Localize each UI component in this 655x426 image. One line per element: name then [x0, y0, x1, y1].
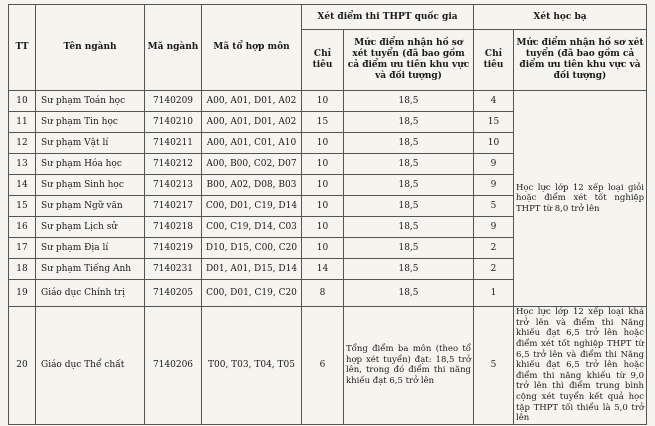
cell-muc-diem-thpt: 18,5 — [344, 112, 474, 133]
cell-ma-nganh: 7140231 — [145, 259, 202, 280]
header-muc-diem-thpt: Mức điểm nhận hồ sơ xét tuyển (đã bao gồm cả điểm ưu tiên khu vực và đối tượng) — [344, 30, 474, 91]
header-ma-nganh: Mã ngành — [145, 5, 202, 91]
cell-ten-nganh: Sư phạm Địa lí — [36, 238, 145, 259]
cell-tt: 15 — [9, 196, 36, 217]
cell-muc-diem-thpt: 18,5 — [344, 175, 474, 196]
header-chi-tieu-hocba: Chỉ tiêu — [474, 30, 514, 91]
cell-ten-nganh: Sư phạm Tiếng Anh — [36, 259, 145, 280]
cell-hocba-note-group: Học lực lớp 12 xếp loại giỏi hoặc điểm xét tốt nghiệp THPT từ 8,0 trở lên — [514, 91, 647, 307]
cell-ma-to-hop: C00, C19, D14, C03 — [202, 217, 302, 238]
cell-chi-tieu-thpt: 15 — [302, 112, 344, 133]
header-ma-to-hop: Mã tổ hợp môn — [202, 5, 302, 91]
cell-ten-nganh: Giáo dục Thể chất — [36, 307, 145, 425]
cell-chi-tieu-thpt: 10 — [302, 133, 344, 154]
cell-tt: 14 — [9, 175, 36, 196]
cell-ma-to-hop: A00, A01, D01, A02 — [202, 91, 302, 112]
cell-muc-diem-thpt: 18,5 — [344, 133, 474, 154]
cell-chi-tieu-hocba: 15 — [474, 112, 514, 133]
cell-ten-nganh: Sư phạm Vật lí — [36, 133, 145, 154]
admission-table — [8, 4, 647, 425]
cell-tt: 12 — [9, 133, 36, 154]
cell-chi-tieu-hocba: 10 — [474, 133, 514, 154]
cell-ma-nganh: 7140213 — [145, 175, 202, 196]
cell-ma-nganh: 7140210 — [145, 112, 202, 133]
cell-ma-to-hop: T00, T03, T04, T05 — [202, 307, 302, 425]
table-body — [9, 91, 647, 425]
cell-ma-to-hop: C00, D01, C19, C20 — [202, 280, 302, 307]
cell-hocba-note: Học lực lớp 12 xếp loại khá trở lên và điểm thi Năng khiếu đạt 6,5 trở lên hoặc điểm xét tốt nghiệp THPT từ 6,5 trở lên và điểm thi Năng khiếu đạt 6,5 trở lên hoặc điểm thi năng khiếu từ 9,0 trở lên thì điểm trung bình cộng xét tuyển kết quả học tập THPT tối thiểu là 5,0 trở lên — [514, 307, 647, 425]
cell-muc-diem-thpt: 18,5 — [344, 196, 474, 217]
cell-ten-nganh: Sư phạm Lịch sử — [36, 217, 145, 238]
cell-chi-tieu-thpt: 10 — [302, 154, 344, 175]
cell-ma-to-hop: A00, A01, D01, A02 — [202, 112, 302, 133]
cell-ma-to-hop: D01, A01, D15, D14 — [202, 259, 302, 280]
cell-chi-tieu-hocba: 4 — [474, 91, 514, 112]
cell-chi-tieu-thpt: 10 — [302, 175, 344, 196]
cell-chi-tieu-thpt: 8 — [302, 280, 344, 307]
cell-muc-diem-thpt: 18,5 — [344, 259, 474, 280]
cell-ten-nganh: Sư phạm Sinh học — [36, 175, 145, 196]
cell-chi-tieu-hocba: 1 — [474, 280, 514, 307]
cell-chi-tieu-thpt: 10 — [302, 217, 344, 238]
cell-ma-nganh: 7140217 — [145, 196, 202, 217]
cell-tt: 19 — [9, 280, 36, 307]
cell-tt: 17 — [9, 238, 36, 259]
cell-chi-tieu-hocba: 5 — [474, 196, 514, 217]
cell-muc-diem-thpt: 18,5 — [344, 91, 474, 112]
cell-tt: 16 — [9, 217, 36, 238]
cell-chi-tieu-thpt: 14 — [302, 259, 344, 280]
table-row — [9, 307, 647, 425]
cell-ma-to-hop: D10, D15, C00, C20 — [202, 238, 302, 259]
cell-ma-to-hop: A00, B00, C02, D07 — [202, 154, 302, 175]
cell-ma-nganh: 7140218 — [145, 217, 202, 238]
cell-ten-nganh: Sư phạm Tin học — [36, 112, 145, 133]
cell-ten-nganh: Sư phạm Toán học — [36, 91, 145, 112]
cell-tt: 20 — [9, 307, 36, 425]
cell-ten-nganh: Sư phạm Ngữ văn — [36, 196, 145, 217]
cell-muc-diem-thpt: Tổng điểm ba môn (theo tổ hợp xét tuyển) đạt: 18,5 trở lên, trong đó điểm thi năng khiếu đạt 6,5 trở lên — [344, 307, 474, 425]
header-group-hocba: Xét học bạ — [474, 5, 647, 30]
cell-chi-tieu-hocba: 9 — [474, 217, 514, 238]
cell-ma-nganh: 7140211 — [145, 133, 202, 154]
cell-chi-tieu-hocba: 2 — [474, 238, 514, 259]
header-tt: TT — [9, 5, 36, 91]
cell-tt: 13 — [9, 154, 36, 175]
cell-chi-tieu-thpt: 10 — [302, 91, 344, 112]
cell-chi-tieu-hocba: 5 — [474, 307, 514, 425]
header-chi-tieu-thpt: Chỉ tiêu — [302, 30, 344, 91]
cell-ma-nganh: 7140219 — [145, 238, 202, 259]
cell-ma-to-hop: B00, A02, D08, B03 — [202, 175, 302, 196]
cell-chi-tieu-hocba: 9 — [474, 154, 514, 175]
cell-ten-nganh: Sư phạm Hóa học — [36, 154, 145, 175]
cell-muc-diem-thpt: 18,5 — [344, 217, 474, 238]
cell-ma-nganh: 7140206 — [145, 307, 202, 425]
cell-tt: 10 — [9, 91, 36, 112]
cell-ma-nganh: 7140205 — [145, 280, 202, 307]
cell-chi-tieu-thpt: 10 — [302, 238, 344, 259]
cell-muc-diem-thpt: 18,5 — [344, 154, 474, 175]
cell-muc-diem-thpt: 18,5 — [344, 238, 474, 259]
cell-ma-nganh: 7140212 — [145, 154, 202, 175]
cell-tt: 11 — [9, 112, 36, 133]
header-row-1 — [9, 5, 647, 30]
cell-chi-tieu-hocba: 2 — [474, 259, 514, 280]
cell-chi-tieu-thpt: 10 — [302, 196, 344, 217]
cell-chi-tieu-hocba: 9 — [474, 175, 514, 196]
table-row — [9, 91, 647, 112]
header-muc-diem-hocba: Mức điểm nhận hồ sơ xét tuyển (đã bao gồm cả điểm ưu tiên khu vực và đối tượng) — [514, 30, 647, 91]
cell-ma-nganh: 7140209 — [145, 91, 202, 112]
cell-ma-to-hop: C00, D01, C19, D14 — [202, 196, 302, 217]
cell-muc-diem-thpt: 18,5 — [344, 280, 474, 307]
header-group-thpt: Xét điểm thi THPT quốc gia — [302, 5, 474, 30]
cell-tt: 18 — [9, 259, 36, 280]
cell-ma-to-hop: A00, A01, C01, A10 — [202, 133, 302, 154]
header-ten-nganh: Tên ngành — [36, 5, 145, 91]
cell-ten-nganh: Giáo dục Chính trị — [36, 280, 145, 307]
cell-chi-tieu-thpt: 6 — [302, 307, 344, 425]
